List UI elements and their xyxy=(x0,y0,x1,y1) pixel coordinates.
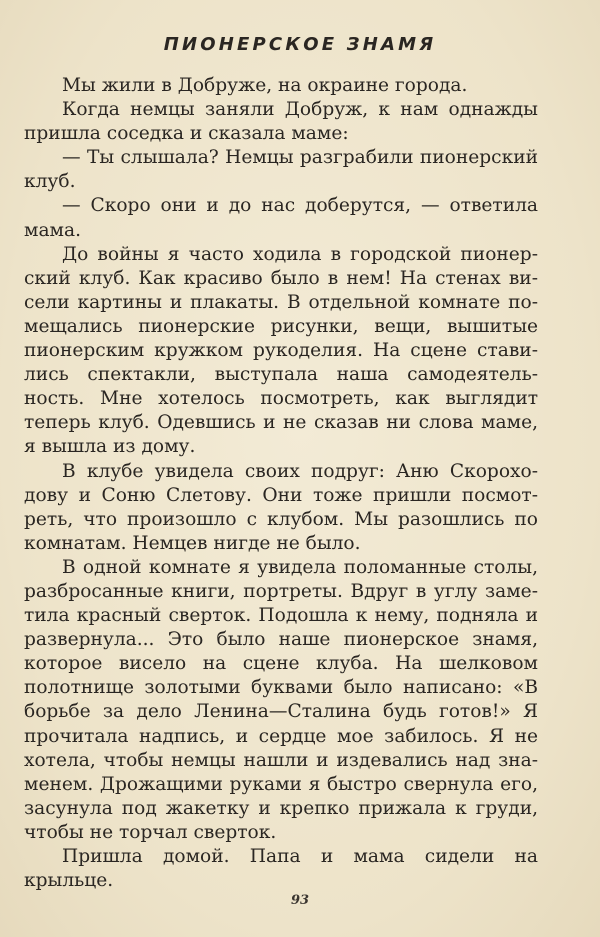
paragraph: До войны я часто ходила в городской пионерский клуб. Как красиво было в нем! На стенах висели картины и плакаты. В отдельной комнате помещались пионерские рисунки, вещи, вышитые пионерским кружком рукоделия. На сцене ставились спектакли, выступала наша самодеятельность. Мне хотелось посмотреть, как выглядит теперь клуб. Одевшись и не сказав ни слова маме, я вышла из дому. xyxy=(24,243,538,458)
paragraph: — Ты слышала? Немцы разграбили пионерский клуб. xyxy=(24,147,538,193)
paragraph: Когда немцы заняли Добруж, к нам однажды пришла соседка и сказала маме: xyxy=(24,99,538,145)
paragraph: В клубе увидела своих подруг: Аню Скороходову и Соню Слетову. Они тоже пришли посмотреть, что произошло с клубом. Мы разошлись по комнатам. Немцев нигде не было. xyxy=(24,460,538,554)
paragraph: Пришла домой. Папа и мама сидели на крыльце. xyxy=(24,846,538,892)
page-number: 93 xyxy=(290,893,310,908)
paragraph: В одной комнате я увидела поломанные столы, разбросанные книги, портреты. Вдруг в углу заметила красный сверток. Подошла к нему, подняла и развернула... Это было наше пионерское знамя, которое висело на сцене клуба. На шелковом полотнище золотыми буквами было написано: «В борьбе за дело Ленина—Сталина будь готов!» Я прочитала надпись, и сердце мое забилось. Я не хотела, чтобы немцы нашли и издевались над знаменем. Дрожащими руками я быстро свернула его, засунула под жакетку и крепко прижала к груди, чтобы не торчал сверток. xyxy=(24,556,538,843)
story-text xyxy=(24,74,538,893)
running-title: ПИОНЕРСКОЕ ЗНАМЯ xyxy=(163,34,437,55)
paragraph: Мы жили в Добруже, на окраине города. xyxy=(62,75,468,96)
paragraph: — Скоро они и до нас доберутся, — ответила мама. xyxy=(24,195,538,241)
